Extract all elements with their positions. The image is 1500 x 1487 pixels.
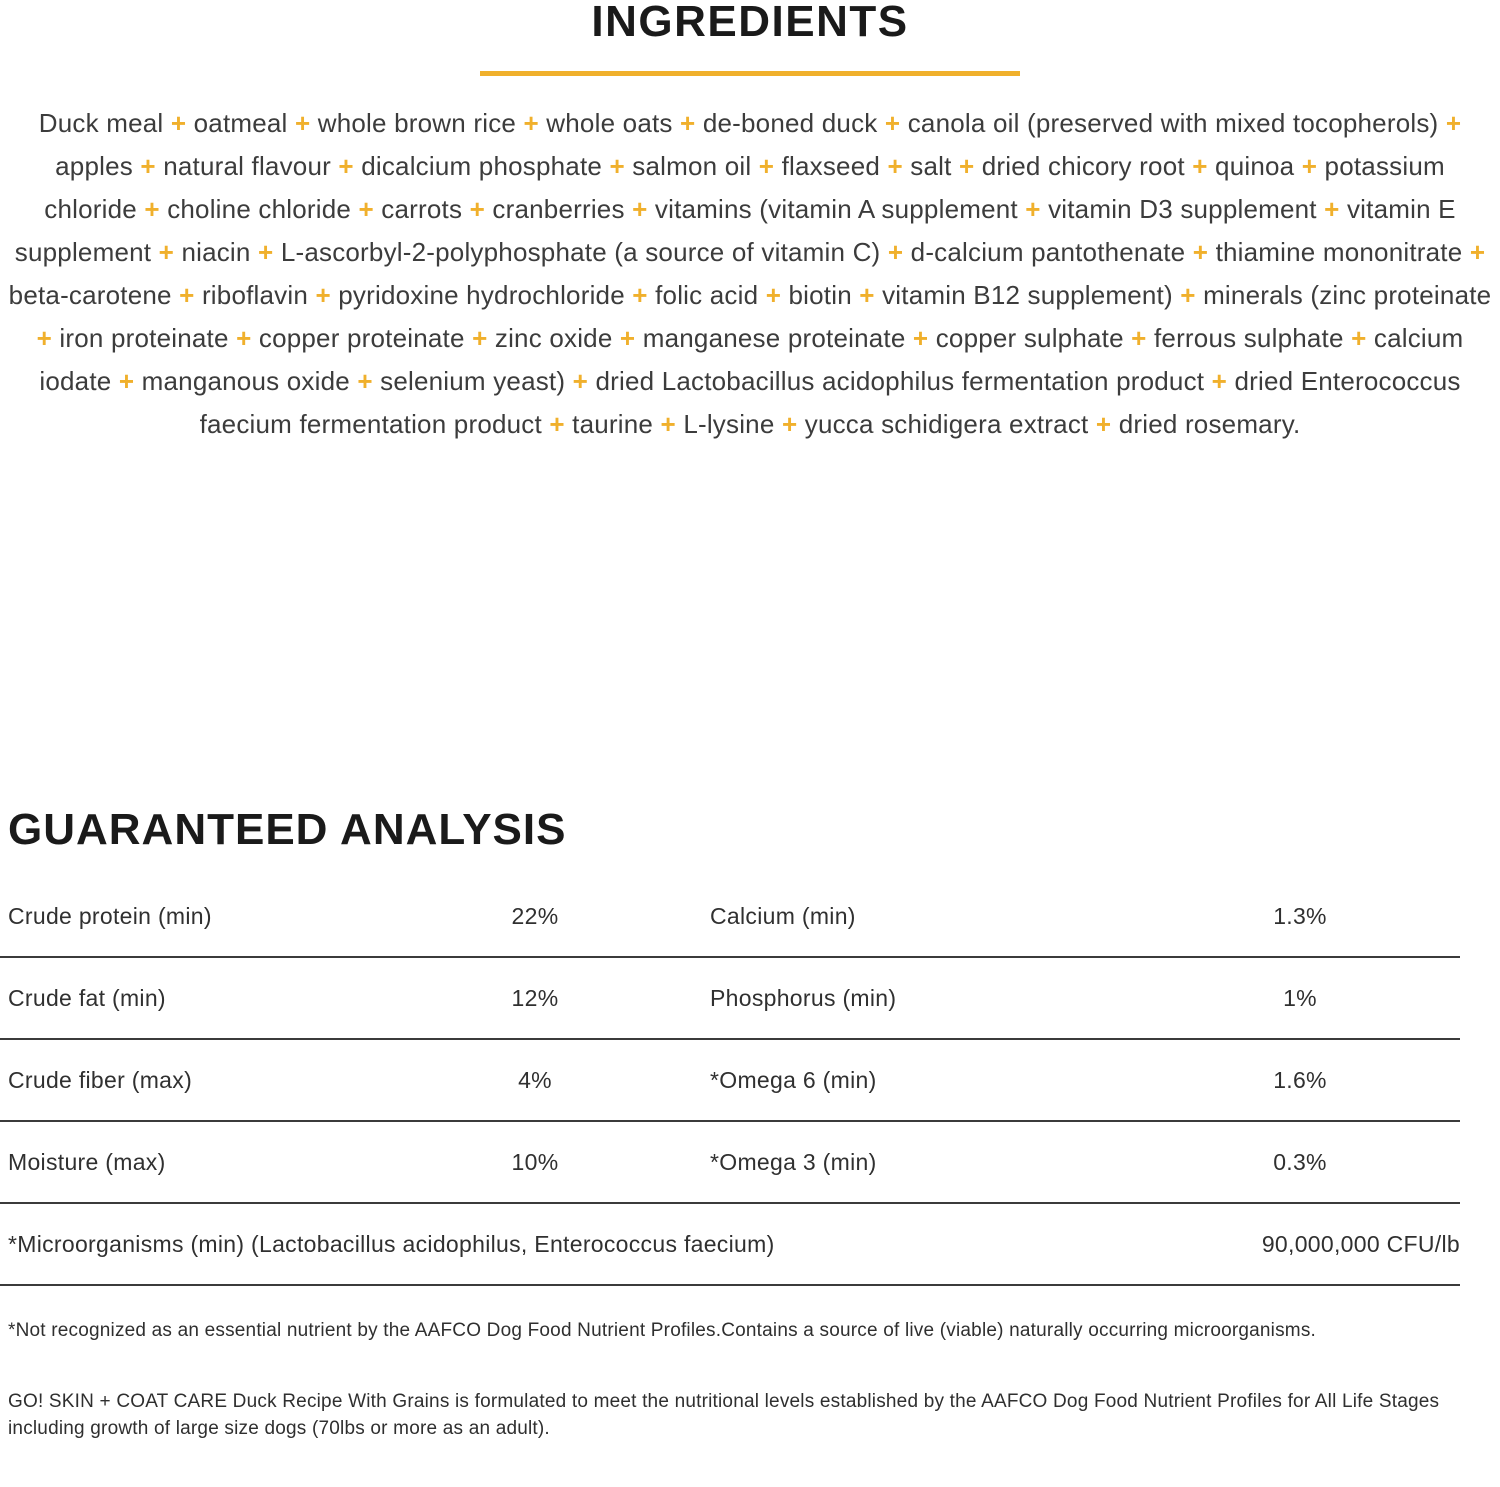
plus-separator: + [228,323,259,353]
plus-separator: + [951,151,982,181]
plus-separator: + [1204,366,1235,396]
nutrient-value: 1% [1283,984,1317,1011]
plus-separator: + [653,409,684,439]
plus-separator: + [516,108,547,138]
plus-separator: + [1438,108,1462,138]
plus-separator: + [1172,280,1204,310]
ingredients-section [0,0,1500,446]
nutrient-value: 4% [518,1066,552,1093]
nutrient-label: *Omega 6 (min) [710,1066,877,1093]
ingredients-heading: INGREDIENTS [591,0,909,46]
plus-separator: + [624,194,655,224]
nutrient-label: Moisture (max) [8,1148,166,1175]
nutrient-label: Crude fat (min) [8,984,166,1011]
gold-divider-rule [480,71,1020,76]
plus-separator: + [602,151,633,181]
plus-separator: + [136,194,168,224]
plus-separator: + [541,409,573,439]
plus-separator: + [111,366,142,396]
nutrient-label: Crude fiber (max) [8,1066,193,1093]
nutrient-value: 1.6% [1273,1066,1327,1093]
plus-separator: + [880,151,911,181]
plus-separator: + [351,194,382,224]
plus-separator: + [880,237,911,267]
nutrient-value: 1.3% [1273,902,1327,929]
plus-separator: + [330,151,362,181]
plus-separator: + [462,194,493,224]
plus-separator: + [1343,323,1374,353]
plus-separator: + [163,108,194,138]
plus-separator: + [1316,194,1347,224]
plus-separator: + [464,323,495,353]
plus-separator: + [171,280,202,310]
nutrient-value: 12% [511,984,559,1011]
ingredients-text: Duck meal + oatmeal + whole brown rice + whole oats + de-boned duck + canola oil (preserved with mixed tocopherols) + apples + natural flavour + dicalcium phosphate + salmon oil + flaxseed + salt + dried chicory root + quinoa + potassium chloride + choline chloride + carrots + cranberries + vitamins (vitamin A supplement + vitamin D3 supplement + vitamin E supplement + niacin + L-ascorbyl-2-polyphosphate (a source of vitamin C) + d-calcium pantothenate + thiamine mononitrate + beta-carotene + riboflavin + pyridoxine hydrochloride + folic acid + biotin + vitamin B12 supplement) + minerals (zinc proteinate + iron proteinate + copper proteinate + zinc oxide + manganese proteinate + copper sulphate + ferrous sulphate + calcium iodate + manganous oxide + selenium yeast) + dried Lactobacillus acidophilus fermentation product + dried Enterococcus faecium fermentation product + taurine + L-lysine + yucca schidigera extract + dried rosemary. [8,108,1492,439]
nutrient-value: 0.3% [1273,1148,1327,1175]
plus-separator: + [132,151,164,181]
plus-separator: + [1088,409,1119,439]
plus-separator: + [877,108,908,138]
guaranteed-analysis-heading: GUARANTEED ANALYSIS [8,805,567,854]
plus-separator: + [287,108,318,138]
nutrient-value: 10% [511,1148,559,1175]
plus-separator: + [250,237,281,267]
nutrient-label: Calcium (min) [710,902,856,929]
plus-separator: + [36,323,60,353]
plus-separator: + [308,280,339,310]
table-row [0,876,1460,958]
plus-separator: + [624,280,656,310]
plus-separator: + [612,323,643,353]
nutrient-value: 90,000,000 CFU/lb [1261,1230,1460,1257]
nutrient-value: 22% [511,902,559,929]
table-row-microorganisms [0,1204,1460,1286]
nutrient-label: *Microorganisms (min) (Lactobacillus acidophilus, Enterococcus faecium) [8,1230,775,1257]
plus-separator: + [851,280,883,310]
plus-separator: + [565,366,596,396]
plus-separator: + [349,366,381,396]
nutrient-label: Phosphorus (min) [710,984,897,1011]
formulation-statement: GO! SKIN + COAT CARE Duck Recipe With Grains is formulated to meet the nutritional levels established by the AAFCO Dog Food Nutrient Profiles for All Life Stages including growth of large size dogs (70lbs or more as an adult). [8,1391,1440,1439]
plus-separator: + [1123,323,1154,353]
guaranteed-analysis-table [0,876,1460,1286]
nutrient-label: *Omega 3 (min) [710,1148,877,1175]
plus-separator: + [1185,237,1216,267]
plus-separator: + [1294,151,1325,181]
table-row [0,958,1460,1040]
aafco-footnote: *Not recognized as an essential nutrient by the AAFCO Dog Food Nutrient Profiles.Contains a source of live (viable) naturally occurring microorganisms. [8,1320,1317,1341]
plus-separator: + [1462,237,1486,267]
plus-separator: + [1017,194,1049,224]
table-row [0,1040,1460,1122]
plus-separator: + [774,409,805,439]
guaranteed-analysis-section [0,805,1500,1286]
plus-separator: + [151,237,182,267]
nutrient-label: Crude protein (min) [8,902,212,929]
table-row [0,1122,1460,1204]
plus-separator: + [672,108,703,138]
plus-separator: + [1184,151,1216,181]
plus-separator: + [905,323,936,353]
plus-separator: + [751,151,782,181]
plus-separator: + [758,280,789,310]
